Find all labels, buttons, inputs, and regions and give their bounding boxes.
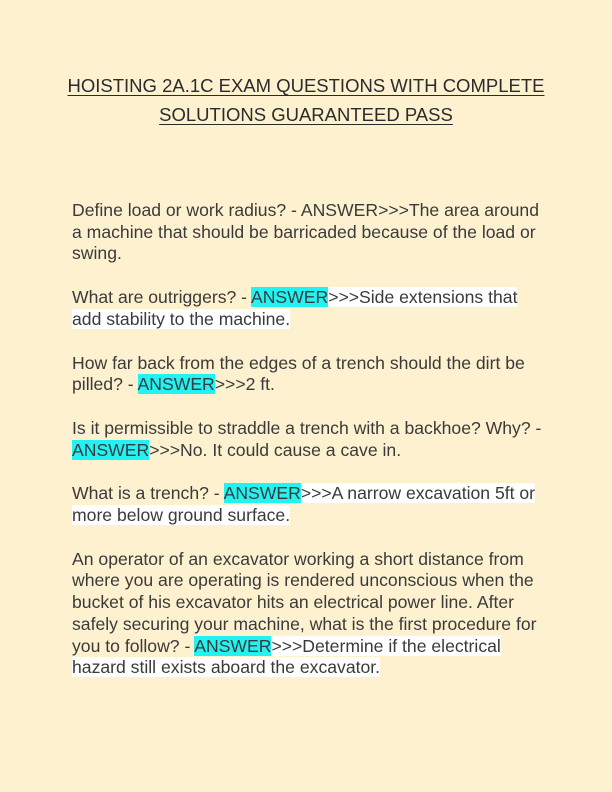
answer-label: ANSWER [137,374,215,395]
qa-item [72,287,550,330]
qa-item [72,418,550,461]
document-title: HOISTING 2A.1C EXAM QUESTIONS WITH COMPLETE SOLUTIONS GUARANTEED PASS [67,75,545,125]
question-text: Is it permissible to straddle a trench with a backhoe? Why? - [72,417,542,438]
question-text: What is a trench? - [72,483,224,504]
answer-label: ANSWER [300,200,379,220]
answer-label: ANSWER [72,439,150,460]
qa-item [72,483,550,526]
qa-item [72,353,550,396]
question-text: An operator of an excavator working a short distance from where you are operating is rendered unconscious when the bucket of his excavator hits an electrical power line. After safely securing your machine, what is the first procedure for you to follow? - [72,548,537,656]
answer-label: ANSWER [194,635,272,656]
answer-label: ANSWER [250,287,329,308]
qa-item [72,200,550,265]
question-text: Define load or work radius? - [72,200,301,220]
answer-text: >>>Side extensions that add stability to the machine. [72,287,518,329]
answer-label: ANSWER [223,483,301,504]
answer-text: >>>2 ft. [214,374,275,395]
qa-item [72,549,550,679]
question-text: How far back from the edges of a trench should the dirt be pilled? - [72,352,525,395]
qa-list [72,200,550,701]
answer-text: >>>No. It could cause a cave in. [149,439,402,460]
answer-text: >>>Determine if the electrical hazard still exists aboard the excavator. [72,635,501,678]
question-text: What are outriggers? - [72,287,251,308]
answer-text: >>>A narrow excavation 5ft or more below ground surface. [72,483,536,526]
answer-text: >>>The area around a machine that should be barricaded because of the load or swing. [72,200,539,264]
